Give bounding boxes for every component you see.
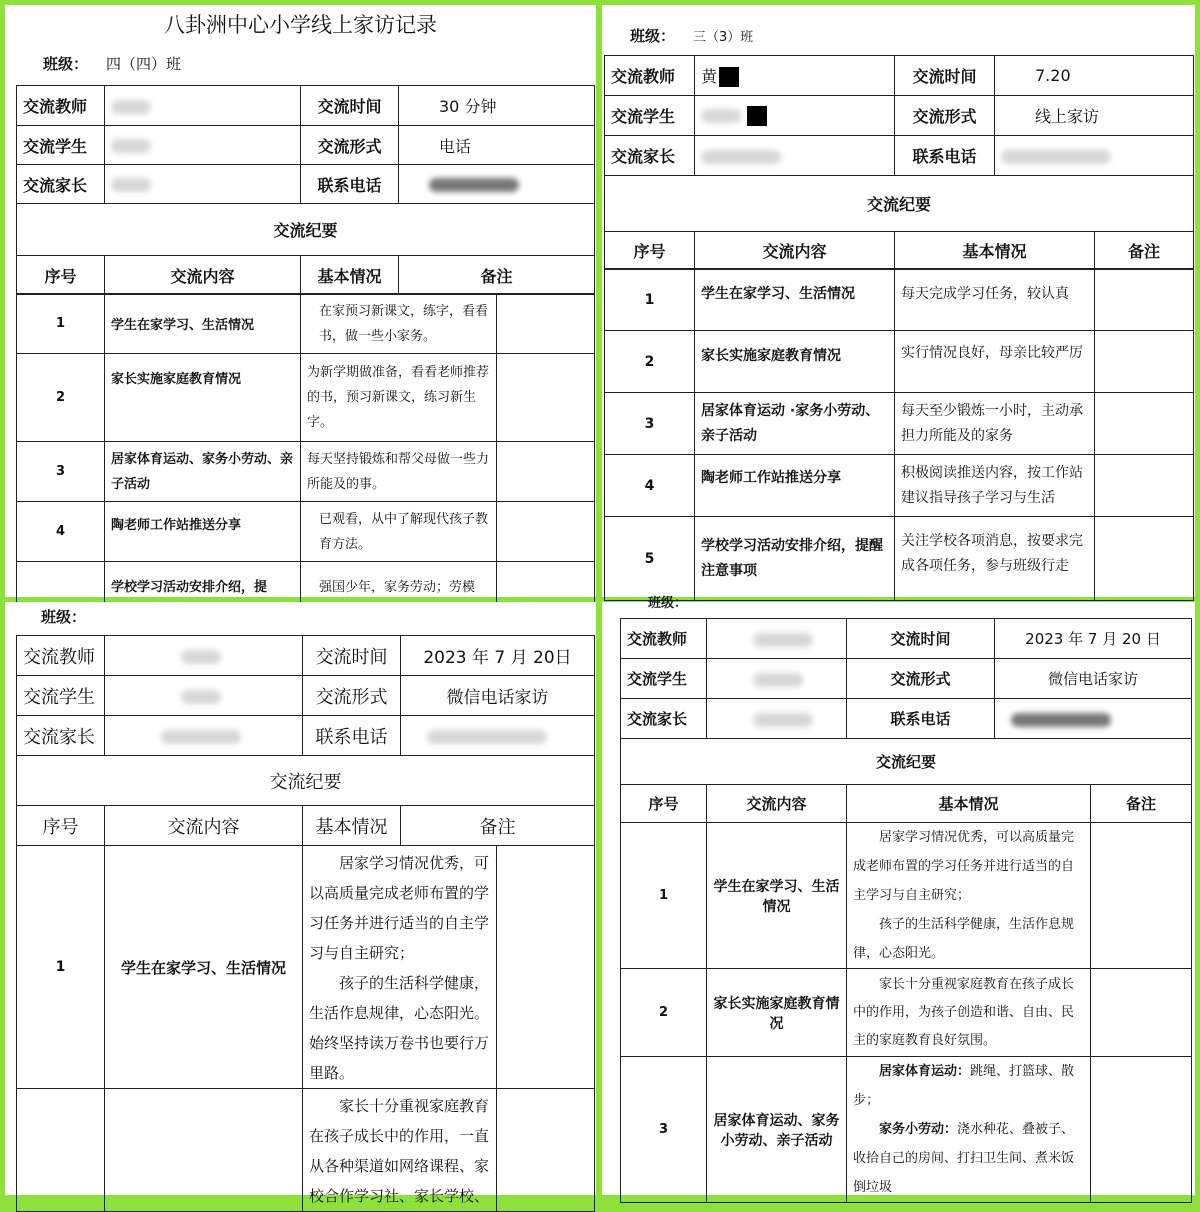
teacher-value	[695, 56, 895, 96]
table-row	[17, 846, 595, 1089]
redacted-name	[111, 139, 151, 153]
chore-text: 浇水种花、叠被子、收拾自己的房间、打扫卫生间、煮米饭倒垃圾	[853, 1122, 1075, 1195]
detail-paragraph: 孩子的生活科学健康，生活作息规律，心态阳光。	[853, 917, 1075, 961]
sport-label: 居家体育运动：	[879, 1064, 971, 1079]
row-detail	[847, 969, 1091, 1057]
header-remark: 备注	[399, 256, 595, 295]
document-title: 八卦洲中心小学线上家访记录	[164, 13, 437, 37]
row-detail: 在家预习新课文，练字，看看书，做一些小家务。	[301, 294, 497, 354]
class-label: 班级：	[648, 596, 688, 611]
class-label: 班级：	[43, 55, 89, 73]
record-panel-4	[602, 596, 1195, 1195]
redacted-phone	[429, 178, 519, 192]
record-panel-2	[602, 5, 1195, 597]
header-remark: 备注	[401, 806, 595, 846]
class-label: 班级：	[41, 608, 87, 626]
table-row	[17, 1089, 595, 1212]
row-detail: 实行情况良好，母亲比较严厉	[895, 331, 1095, 393]
teacher-label: 交流教师	[605, 56, 695, 96]
phone-label: 联系电话	[895, 136, 995, 176]
detail-paragraph	[853, 1057, 1084, 1115]
row-topic: 家长实施家庭教育情况	[695, 331, 895, 393]
header-topic: 交流内容	[105, 256, 301, 295]
row-no: 3	[605, 393, 695, 455]
row-remark	[1091, 1057, 1192, 1203]
header-no: 序号	[621, 785, 707, 823]
record-panel-1	[5, 5, 596, 597]
row-remark	[497, 502, 595, 562]
table-row	[605, 455, 1194, 517]
teacher-value	[105, 86, 301, 126]
summary-table	[16, 845, 595, 1212]
row-no: 2	[605, 331, 695, 393]
record-table	[620, 618, 1192, 785]
summary-heading: 交流纪要	[605, 176, 1194, 232]
phone-value	[995, 136, 1194, 176]
row-remark	[497, 354, 595, 442]
row-topic: 居家体育运动、家务小劳动、亲子活动	[105, 442, 301, 502]
row-no: 1	[621, 823, 707, 969]
redacted-name	[753, 673, 803, 687]
student-value	[707, 659, 847, 699]
time-label: 交流时间	[895, 56, 995, 96]
parent-label: 交流家长	[605, 136, 695, 176]
detail-paragraph: 家长十分重视家庭教育在孩子成长中的作用，一直从各种渠道如网络课程、家校合作学习社、家长学校、	[309, 1097, 490, 1205]
header-detail: 基本情况	[895, 232, 1095, 270]
form-value: 微信电话家访	[995, 659, 1192, 699]
teacher-value	[707, 619, 847, 659]
parent-value	[695, 136, 895, 176]
time-value: 7.20	[995, 56, 1194, 96]
teacher-label: 交流教师	[17, 636, 105, 676]
row-detail: 每天至少锻炼一小时，主动承担力所能及的家务	[895, 393, 1095, 455]
row-topic: 学校学习活动安排介绍，提	[105, 562, 301, 622]
row-topic: 家长实施家庭教育情况	[707, 969, 847, 1057]
row-topic	[105, 1089, 303, 1212]
phone-label: 联系电话	[303, 716, 401, 756]
record-table	[16, 635, 595, 846]
teacher-value	[105, 636, 303, 676]
row-remark	[1095, 455, 1194, 517]
redacted-name	[111, 178, 151, 192]
teacher-name: 黄	[701, 66, 718, 86]
row-detail	[303, 846, 497, 1089]
chore-label: 家务小劳动：	[879, 1122, 958, 1137]
summary-heading: 交流纪要	[17, 204, 595, 256]
detail-paragraph: 孩子的生活科学健康，生活作息规律，心态阳光。始终坚持读万卷书也要行万里路。	[309, 974, 490, 1082]
student-value	[105, 676, 303, 716]
phone-value	[401, 716, 595, 756]
redacted-name	[753, 713, 813, 727]
row-no: 4	[17, 502, 105, 562]
parent-value	[707, 699, 847, 739]
student-label: 交流学生	[621, 659, 707, 699]
summary-table	[604, 231, 1194, 270]
redacted-name	[701, 109, 741, 123]
row-topic: 陶老师工作站推送分享	[695, 455, 895, 517]
class-row	[648, 592, 687, 611]
table-row	[621, 969, 1192, 1057]
row-remark	[497, 846, 595, 1089]
record-table	[604, 55, 1194, 232]
table-row	[17, 442, 595, 502]
row-detail: 为新学期做准备，看看老师推荐的书，预习新课文，练习新生字。	[301, 354, 497, 442]
row-no: 4	[605, 455, 695, 517]
phone-value	[995, 699, 1192, 739]
header-remark: 备注	[1095, 232, 1194, 270]
redacted-phone	[427, 730, 547, 744]
header-no: 序号	[605, 232, 695, 270]
row-remark	[1091, 823, 1192, 969]
row-topic: 学生在家学习、生活情况	[695, 269, 895, 331]
row-detail: 每天完成学习任务，较认真	[895, 269, 1095, 331]
row-topic: 陶老师工作站推送分享	[105, 502, 301, 562]
redacted-name	[111, 100, 151, 114]
summary-table	[16, 293, 595, 622]
header-detail: 基本情况	[303, 806, 401, 846]
row-no: 3	[17, 442, 105, 502]
time-value: 2023 年 7 月 20日	[401, 636, 595, 676]
parent-value	[105, 716, 303, 756]
form-value: 线上家访	[995, 96, 1194, 136]
class-label: 班级：	[630, 27, 676, 45]
record-panel-3	[5, 602, 596, 1205]
detail-paragraph	[853, 1115, 1084, 1202]
detail-paragraph: 居家学习情况优秀，可以高质量完成老师布置的学习任务并进行适当的自主学习与自主研究；	[853, 830, 1075, 903]
header-topic: 交流内容	[707, 785, 847, 823]
class-value: 四（四）班	[106, 55, 182, 73]
row-no: 1	[17, 846, 105, 1089]
row-remark	[1095, 331, 1194, 393]
class-value: 三（3）班	[693, 30, 754, 45]
header-topic: 交流内容	[105, 806, 303, 846]
row-remark	[1091, 969, 1192, 1057]
redacted-name	[753, 633, 813, 647]
table-row	[17, 354, 595, 442]
row-remark	[497, 1089, 595, 1212]
row-topic: 学校学习活动安排介绍，提醒注意事项	[695, 517, 895, 601]
student-label: 交流学生	[605, 96, 695, 136]
table-row	[605, 517, 1194, 601]
row-remark	[497, 294, 595, 354]
row-detail: 每天坚持锻炼和帮父母做一些力所能及的事。	[301, 442, 497, 502]
row-topic: 学生在家学习、生活情况	[105, 846, 303, 1089]
parent-label: 交流家长	[17, 165, 105, 204]
parent-label: 交流家长	[17, 716, 105, 756]
table-row	[605, 393, 1194, 455]
row-remark	[1095, 393, 1194, 455]
form-value: 微信电话家访	[401, 676, 595, 716]
redacted-phone	[1011, 713, 1111, 727]
form-value: 电话	[399, 126, 595, 165]
row-detail	[847, 823, 1091, 969]
table-row	[605, 269, 1194, 331]
row-topic: 家长实施家庭教育情况	[105, 354, 301, 442]
class-row	[43, 53, 181, 74]
row-topic: 居家体育运动、家务小劳动、亲子活动	[707, 1057, 847, 1203]
parent-label: 交流家长	[621, 699, 707, 739]
row-topic: 学生在家学习、生活情况	[105, 294, 301, 354]
row-detail: 强国少年，家务劳动；劳模	[301, 562, 497, 622]
summary-heading: 交流纪要	[17, 756, 595, 806]
class-row	[41, 606, 86, 627]
form-label: 交流形式	[301, 126, 399, 165]
table-row	[17, 502, 595, 562]
class-row	[630, 25, 753, 46]
summary-table	[620, 784, 1192, 1203]
phone-label: 联系电话	[847, 699, 995, 739]
time-value: 2023 年 7 月 20 日	[995, 619, 1192, 659]
time-label: 交流时间	[847, 619, 995, 659]
row-no: 3	[621, 1057, 707, 1203]
form-label: 交流形式	[895, 96, 995, 136]
table-row	[605, 331, 1194, 393]
redaction-block	[747, 106, 767, 126]
header-no: 序号	[17, 256, 105, 295]
time-value: 30 分钟	[399, 86, 595, 126]
row-no: 1	[605, 269, 695, 331]
phone-label: 联系电话	[301, 165, 399, 204]
table-row	[621, 823, 1192, 969]
redacted-name	[181, 650, 221, 664]
row-remark	[1095, 269, 1194, 331]
row-no	[17, 1089, 105, 1212]
teacher-label: 交流教师	[621, 619, 707, 659]
record-table	[16, 85, 595, 295]
row-no: 2	[621, 969, 707, 1057]
student-value	[695, 96, 895, 136]
phone-value	[399, 165, 595, 204]
row-no: 2	[17, 354, 105, 442]
parent-value	[105, 165, 301, 204]
header-no: 序号	[17, 806, 105, 846]
table-row	[17, 294, 595, 354]
redacted-phone	[1001, 150, 1111, 164]
teacher-label: 交流教师	[17, 86, 105, 126]
redacted-name	[161, 730, 241, 744]
redacted-name	[181, 690, 221, 704]
time-label: 交流时间	[303, 636, 401, 676]
student-label: 交流学生	[17, 676, 105, 716]
sport-text: 跳绳、打篮球、散步；	[853, 1064, 1075, 1108]
row-detail: 已观看，从中了解现代孩子教育方法。	[301, 502, 497, 562]
header-detail: 基本情况	[847, 785, 1091, 823]
row-detail: 关注学校各项消息，按要求完成各项任务，参与班级行走	[895, 517, 1095, 601]
student-value	[105, 126, 301, 165]
header-detail: 基本情况	[301, 256, 399, 295]
row-detail	[303, 1089, 497, 1212]
summary-heading: 交流纪要	[621, 739, 1192, 785]
row-remark	[497, 442, 595, 502]
row-no: 1	[17, 294, 105, 354]
student-label: 交流学生	[17, 126, 105, 165]
redaction-block	[719, 67, 739, 87]
row-remark	[1095, 517, 1194, 601]
row-detail: 积极阅读推送内容，按工作站建议指导孩子学习与生活	[895, 455, 1095, 517]
header-topic: 交流内容	[695, 232, 895, 270]
row-no: 5	[605, 517, 695, 601]
summary-body	[604, 268, 1194, 601]
form-label: 交流形式	[847, 659, 995, 699]
table-row	[621, 1057, 1192, 1203]
row-topic: 居家体育运动 ·家务小劳动、亲子活动	[695, 393, 895, 455]
detail-paragraph: 家长十分重视家庭教育在孩子成长中的作用，为孩子创造和谐、自由、民主的家庭教育良好氛围。	[853, 976, 1075, 1048]
header-remark: 备注	[1091, 785, 1192, 823]
form-label: 交流形式	[303, 676, 401, 716]
time-label: 交流时间	[301, 86, 399, 126]
detail-paragraph: 居家学习情况优秀，可以高质量完成老师布置的学习任务并进行适当的自主学习与自主研究；	[309, 854, 490, 962]
row-topic: 学生在家学习、生活情况	[707, 823, 847, 969]
redacted-name	[701, 150, 781, 164]
row-detail	[847, 1057, 1091, 1203]
